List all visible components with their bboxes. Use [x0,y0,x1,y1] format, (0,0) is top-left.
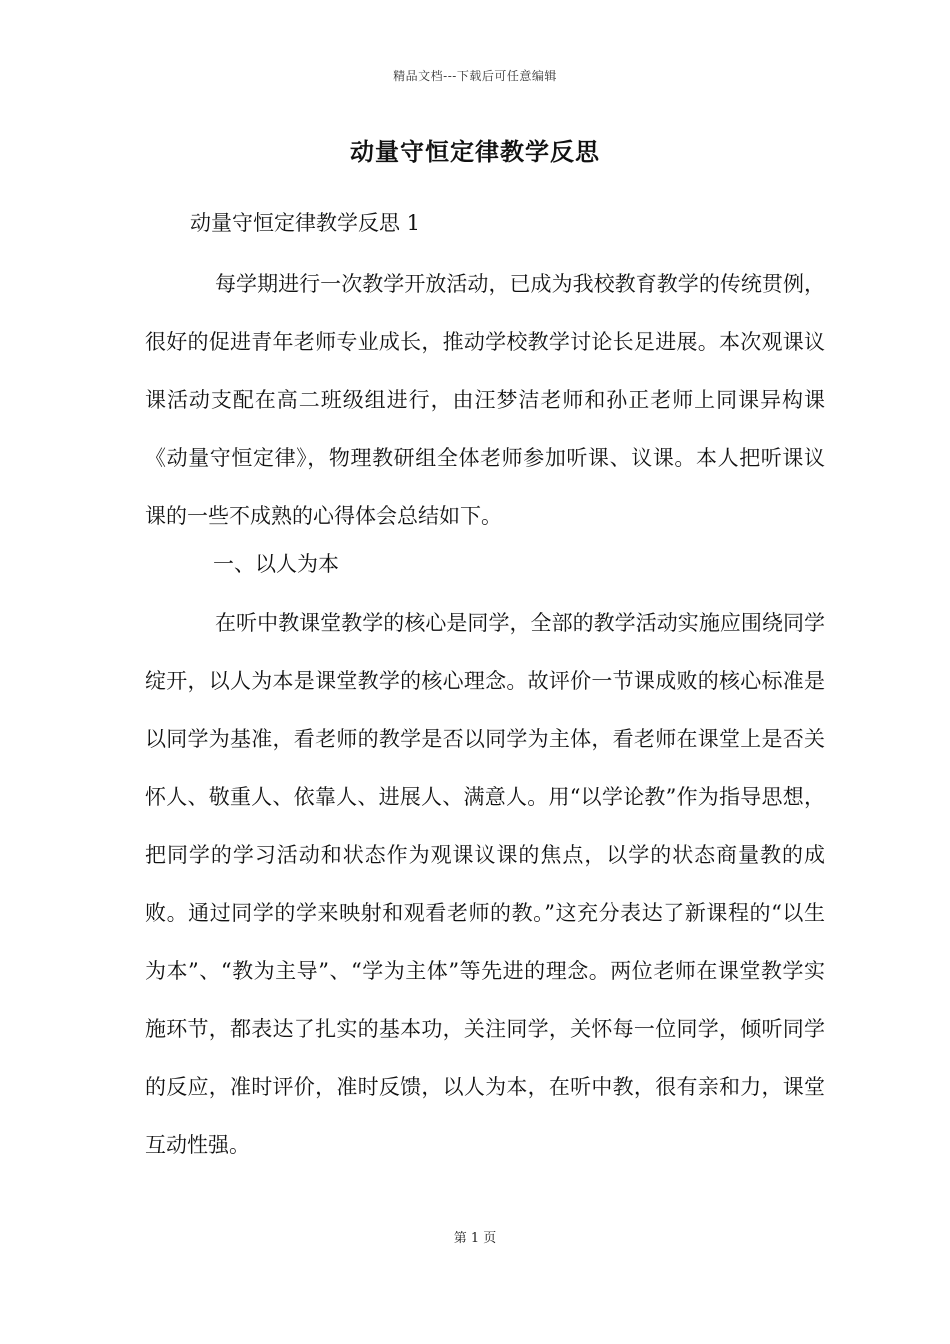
paragraph-section-body: 在听中教课堂教学的核心是同学，全部的教学活动实施应围绕同学绽开，以人为本是课堂教学的核心理念。故评价一节课成败的核心标准是以同学为基准，看老师的教学是否以同学为主体，看老师在课堂上是否关怀人、敬重人、依靠人、进展人、满意人。用“以学论教”作为指导思想，把同学的学习活动和状态作为观课议课的焦点，以学的状态商量教的成败。通过同学的学来映射和观看老师的教。”这充分表达了新课程的“以生为本”、“教为主导”、“学为主体”等先进的理念。两位老师在课堂教学实施环节，都表达了扎实的基本功，关注同学，关怀每一位同学，倾听同学的反应，准时评价，准时反馈，以人为本，在听中教，很有亲和力，课堂互动性强。 [145,611,825,1157]
header-note: 精品文档---下载后可任意编辑 [393,69,557,83]
document-subtitle: 动量守恒定律教学反思 1 [190,211,421,235]
page-number: 第 1 页 [453,1231,497,1246]
section-heading: 一、以人为本 [213,552,339,576]
paragraph-intro: 每学期进行一次教学开放活动，已成为我校教育教学的传统贯例，很好的促进青年老师专业成长，推动学校教学讨论长足进展。本次观课议课活动支配在高二班级组进行，由汪梦洁老师和孙正老师上同课异构课《动量守恒定律》，物理教研组全体老师参加听课、议课。本人把听课议课的一些不成熟的心得体会总结如下。 [145,272,825,528]
document-title: 动量守恒定律教学反思 [350,137,600,166]
